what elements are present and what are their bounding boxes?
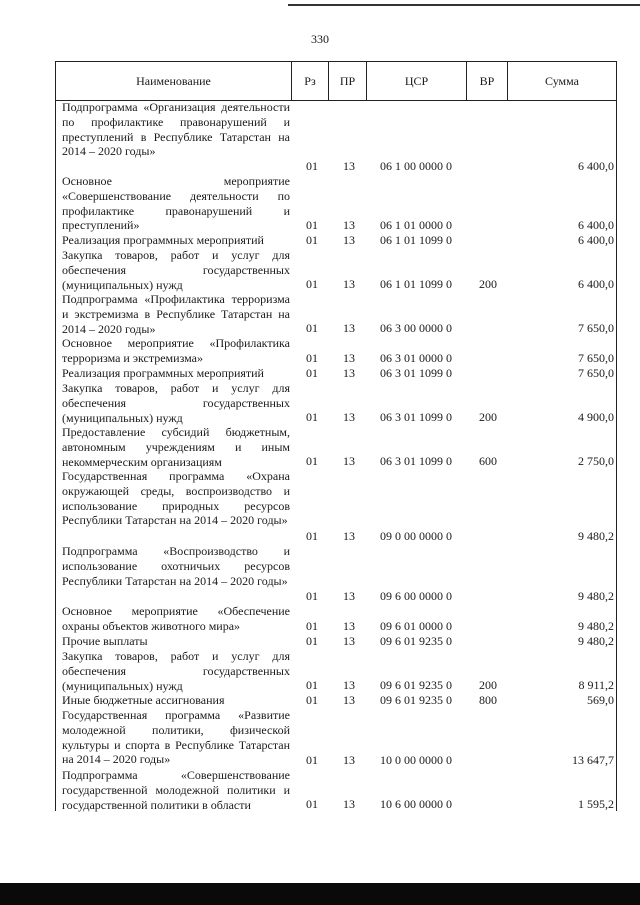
table-header <box>56 62 616 101</box>
table-row <box>56 649 616 693</box>
row-name: Подпрограмма «Совершенствование государственной молодежной политики и государственной политики в области <box>62 768 290 812</box>
scan-bottom-edge <box>0 883 640 905</box>
row-csr: 06 3 01 0000 0 <box>380 351 452 366</box>
row-rz: 01 <box>306 589 318 604</box>
row-vr: 800 <box>479 693 497 708</box>
row-csr: 09 6 01 9235 0 <box>380 678 452 693</box>
row-pr: 13 <box>343 351 355 366</box>
row-rz: 01 <box>306 410 318 425</box>
table-row <box>56 708 616 768</box>
row-vr: 600 <box>479 454 497 469</box>
row-csr: 06 1 01 0000 0 <box>380 218 452 233</box>
row-name: Закупка товаров, работ и услуг для обеспечения государственных (муниципальных) нужд <box>62 381 290 425</box>
row-pr: 13 <box>343 321 355 336</box>
row-vr: 200 <box>479 410 497 425</box>
row-csr: 09 6 01 0000 0 <box>380 619 452 634</box>
table-body <box>56 100 616 812</box>
header-vr: ВР <box>479 74 495 88</box>
row-csr: 06 3 01 1099 0 <box>380 454 452 469</box>
table-row <box>56 634 616 649</box>
row-rz: 01 <box>306 693 318 708</box>
row-pr: 13 <box>343 159 355 174</box>
row-name: Закупка товаров, работ и услуг для обеспечения государственных (муниципальных) нужд <box>62 248 290 292</box>
row-sum: 2 750,0 <box>578 454 614 469</box>
table-row <box>56 693 616 708</box>
row-name: Прочие выплаты <box>62 634 148 648</box>
row-pr: 13 <box>343 410 355 425</box>
row-sum: 6 400,0 <box>578 218 614 233</box>
row-sum: 6 400,0 <box>578 233 614 248</box>
row-rz: 01 <box>306 454 318 469</box>
row-name: Основное мероприятие «Обеспечение охраны объектов животного мира» <box>62 604 290 633</box>
row-csr: 06 3 01 1099 0 <box>380 410 452 425</box>
row-rz: 01 <box>306 753 318 768</box>
row-pr: 13 <box>343 277 355 292</box>
row-rz: 01 <box>306 366 318 381</box>
row-sum: 1 595,2 <box>578 797 614 812</box>
table-row <box>56 544 616 604</box>
table-row <box>56 248 616 292</box>
row-csr: 06 1 00 0000 0 <box>380 159 452 174</box>
row-name: Иные бюджетные ассигнования <box>62 693 225 707</box>
row-csr: 09 6 00 0000 0 <box>380 589 452 604</box>
row-vr: 200 <box>479 277 497 292</box>
row-rz: 01 <box>306 634 318 649</box>
row-vr: 200 <box>479 678 497 693</box>
row-rz: 01 <box>306 277 318 292</box>
row-sum: 7 650,0 <box>578 351 614 366</box>
row-pr: 13 <box>343 233 355 248</box>
top-edge-line <box>288 4 640 6</box>
row-name: Государственная программа «Охрана окружающей среды, воспроизводство и использование природных ресурсов Республики Татарстан на 2014 – 2020 годы» <box>62 469 290 528</box>
row-name: Подпрограмма «Профилактика терроризма и экстремизма в Республике Татарстан на 2014 – 2020 годы» <box>62 292 290 336</box>
row-pr: 13 <box>343 634 355 649</box>
row-name: Государственная программа «Развитие молодежной политики, физической культуры и спорта в Республике Татарстан на 2014 – 2020 годы» <box>62 708 290 767</box>
row-name: Основное мероприятие «Профилактика терроризма и экстремизма» <box>62 336 290 365</box>
row-sum: 9 480,2 <box>578 589 614 604</box>
row-sum: 13 647,7 <box>572 753 614 768</box>
table-row <box>56 100 616 174</box>
row-sum: 9 480,2 <box>578 619 614 634</box>
row-sum: 6 400,0 <box>578 277 614 292</box>
row-pr: 13 <box>343 678 355 693</box>
row-pr: 13 <box>343 797 355 812</box>
row-pr: 13 <box>343 619 355 634</box>
row-rz: 01 <box>306 351 318 366</box>
row-sum: 7 650,0 <box>578 321 614 336</box>
row-pr: 13 <box>343 693 355 708</box>
row-csr: 09 6 01 9235 0 <box>380 693 452 708</box>
row-pr: 13 <box>343 366 355 381</box>
row-name: Подпрограмма «Организация деятельности по профилактике правонарушений и преступлений в Республике Татарстан на 2014 – 2020 годы» <box>62 100 290 159</box>
table-row <box>56 381 616 425</box>
header-csr: ЦСР <box>404 74 429 88</box>
table-row <box>56 336 616 366</box>
row-rz: 01 <box>306 233 318 248</box>
row-sum: 6 400,0 <box>578 159 614 174</box>
page-number: 330 <box>311 32 329 46</box>
row-sum: 7 650,0 <box>578 366 614 381</box>
row-sum: 8 911,2 <box>578 678 614 693</box>
row-pr: 13 <box>343 218 355 233</box>
row-rz: 01 <box>306 678 318 693</box>
row-name: Реализация программных мероприятий <box>62 366 264 380</box>
table-row <box>56 425 616 469</box>
row-csr: 09 6 01 9235 0 <box>380 634 452 649</box>
row-sum: 569,0 <box>587 693 614 708</box>
row-rz: 01 <box>306 797 318 812</box>
row-sum: 4 900,0 <box>578 410 614 425</box>
row-rz: 01 <box>306 321 318 336</box>
row-name: Предоставление субсидий бюджетным, автономным учреждениям и иным некоммерческим организациям <box>62 425 290 469</box>
row-pr: 13 <box>343 529 355 544</box>
row-name: Закупка товаров, работ и услуг для обеспечения государственных (муниципальных) нужд <box>62 649 290 693</box>
row-name: Реализация программных мероприятий <box>62 233 264 247</box>
row-csr: 06 3 00 0000 0 <box>380 321 452 336</box>
row-csr: 10 6 00 0000 0 <box>380 797 452 812</box>
row-sum: 9 480,2 <box>578 529 614 544</box>
table-row <box>56 768 616 812</box>
row-name: Основное мероприятие «Совершенствование деятельности по профилактике правонарушений и преступлений» <box>62 174 290 233</box>
row-name: Подпрограмма «Воспроизводство и использование охотничьих ресурсов Республики Татарстан на 2014 – 2020 годы» <box>62 544 290 588</box>
header-sum: Сумма <box>545 74 579 88</box>
budget-table <box>55 61 617 811</box>
row-rz: 01 <box>306 218 318 233</box>
row-rz: 01 <box>306 159 318 174</box>
row-csr: 10 0 00 0000 0 <box>380 753 452 768</box>
row-pr: 13 <box>343 454 355 469</box>
header-pr: ПР <box>339 74 356 88</box>
row-csr: 06 3 01 1099 0 <box>380 366 452 381</box>
table-row <box>56 366 616 381</box>
row-pr: 13 <box>343 753 355 768</box>
table-row <box>56 174 616 233</box>
header-rz: Рз <box>304 74 316 88</box>
table-row <box>56 469 616 544</box>
row-csr: 09 0 00 0000 0 <box>380 529 452 544</box>
row-pr: 13 <box>343 589 355 604</box>
table-row <box>56 292 616 336</box>
row-rz: 01 <box>306 529 318 544</box>
table-row <box>56 604 616 634</box>
row-csr: 06 1 01 1099 0 <box>380 277 452 292</box>
table-row <box>56 233 616 248</box>
row-rz: 01 <box>306 619 318 634</box>
header-name: Наименование <box>136 74 211 88</box>
row-csr: 06 1 01 1099 0 <box>380 233 452 248</box>
row-sum: 9 480,2 <box>578 634 614 649</box>
